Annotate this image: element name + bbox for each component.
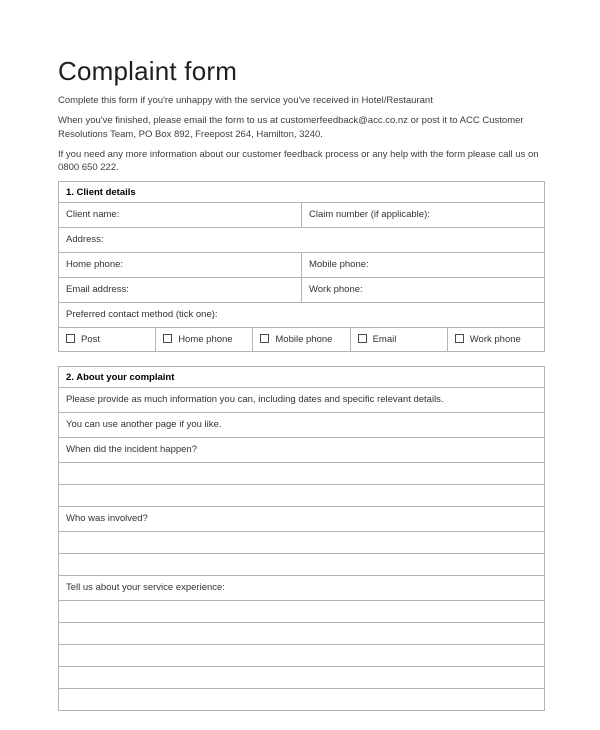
client-name-field[interactable] bbox=[59, 203, 302, 228]
preferred-contact-field bbox=[59, 303, 545, 328]
address-field[interactable] bbox=[59, 228, 545, 253]
table-row bbox=[59, 278, 545, 303]
checkbox-email[interactable] bbox=[358, 334, 367, 343]
mobile-phone-field[interactable] bbox=[301, 253, 544, 278]
table-row bbox=[59, 438, 545, 463]
involved-question-label: Who was involved? bbox=[66, 513, 148, 525]
work-phone-field[interactable] bbox=[301, 278, 544, 303]
table-row bbox=[59, 463, 545, 485]
mobile-phone-label: Mobile phone: bbox=[308, 259, 369, 271]
address-label: Address: bbox=[66, 234, 104, 246]
checkbox-home-phone[interactable] bbox=[163, 334, 172, 343]
checkbox-mobile-phone[interactable] bbox=[260, 334, 269, 343]
table-row bbox=[59, 303, 545, 328]
table-row bbox=[59, 228, 545, 253]
checkbox-home-phone-label: Home phone bbox=[178, 334, 233, 346]
claim-number-label: Claim number (if applicable): bbox=[308, 209, 430, 221]
incident-question-label: When did the incident happen? bbox=[66, 444, 197, 456]
instruction-details-label: Please provide as much information you can, including dates and specific relevant details. bbox=[66, 394, 444, 406]
checkbox-post[interactable] bbox=[66, 334, 75, 343]
contact-options-row bbox=[59, 328, 545, 352]
table-row bbox=[59, 507, 545, 532]
instruction-extra-page bbox=[59, 413, 545, 438]
email-address-label: Email address: bbox=[66, 284, 129, 296]
table-row bbox=[59, 601, 545, 623]
page-title: Complaint form bbox=[58, 56, 238, 86]
experience-question-field[interactable] bbox=[59, 576, 545, 601]
section1-header-row bbox=[59, 182, 545, 203]
preferred-contact-label: Preferred contact method (tick one): bbox=[66, 309, 218, 321]
contact-option-cell bbox=[447, 328, 544, 352]
answer-line[interactable] bbox=[59, 667, 545, 689]
intro-line-1: Complete this form if you're unhappy with the service you've received in Hotel/Restaurant bbox=[58, 95, 433, 106]
checkbox-work-phone-label: Work phone bbox=[469, 334, 521, 346]
instruction-extra-page-label: You can use another page if you like. bbox=[66, 419, 222, 431]
client-name-label: Client name: bbox=[66, 209, 120, 221]
answer-line[interactable] bbox=[59, 689, 545, 711]
home-phone-label: Home phone: bbox=[66, 259, 124, 271]
section2-header: 2. About your complaint bbox=[59, 367, 545, 388]
client-details-table bbox=[58, 181, 545, 352]
answer-line[interactable] bbox=[59, 485, 545, 507]
checkbox-post-label: Post bbox=[81, 334, 101, 346]
contact-option-cell bbox=[59, 328, 156, 352]
table-row bbox=[59, 623, 545, 645]
about-complaint-table bbox=[58, 366, 545, 711]
section1-header: 1. Client details bbox=[59, 182, 545, 203]
intro-line-2: When you've finished, please email the form to us at customerfeedback@acc.co.nz or post it to ACC Customer Resolutions Team, PO Box 892, Freepost 264, Hamilton, 3240. bbox=[58, 115, 524, 140]
incident-question-field[interactable] bbox=[59, 438, 545, 463]
table-row bbox=[59, 388, 545, 413]
answer-line[interactable] bbox=[59, 601, 545, 623]
table-row bbox=[59, 576, 545, 601]
table-row bbox=[59, 203, 545, 228]
contact-option-cell bbox=[253, 328, 350, 352]
intro-line-3: If you need any more information about our customer feedback process or any help with the form please call us on 0800 650 222. bbox=[58, 148, 539, 174]
answer-line[interactable] bbox=[59, 532, 545, 554]
answer-line[interactable] bbox=[59, 623, 545, 645]
table-row bbox=[59, 554, 545, 576]
checkbox-email-label: Email bbox=[372, 334, 397, 346]
table-row bbox=[59, 253, 545, 278]
involved-question-field[interactable] bbox=[59, 507, 545, 532]
section-gap bbox=[58, 352, 545, 366]
checkbox-mobile-phone-label: Mobile phone bbox=[275, 334, 333, 346]
table-row bbox=[59, 485, 545, 507]
table-row bbox=[59, 667, 545, 689]
contact-option-cell bbox=[156, 328, 253, 352]
section2-header-row bbox=[59, 367, 545, 388]
answer-line[interactable] bbox=[59, 645, 545, 667]
claim-number-field[interactable] bbox=[301, 203, 544, 228]
table-row bbox=[59, 532, 545, 554]
table-row bbox=[59, 413, 545, 438]
table-row bbox=[59, 689, 545, 711]
experience-question-label: Tell us about your service experience: bbox=[66, 582, 225, 594]
answer-line[interactable] bbox=[59, 463, 545, 485]
work-phone-label: Work phone: bbox=[308, 284, 363, 296]
email-address-field[interactable] bbox=[59, 278, 302, 303]
instruction-details bbox=[59, 388, 545, 413]
table-row bbox=[59, 645, 545, 667]
checkbox-work-phone[interactable] bbox=[455, 334, 464, 343]
contact-option-cell bbox=[350, 328, 447, 352]
answer-line[interactable] bbox=[59, 554, 545, 576]
home-phone-field[interactable] bbox=[59, 253, 302, 278]
